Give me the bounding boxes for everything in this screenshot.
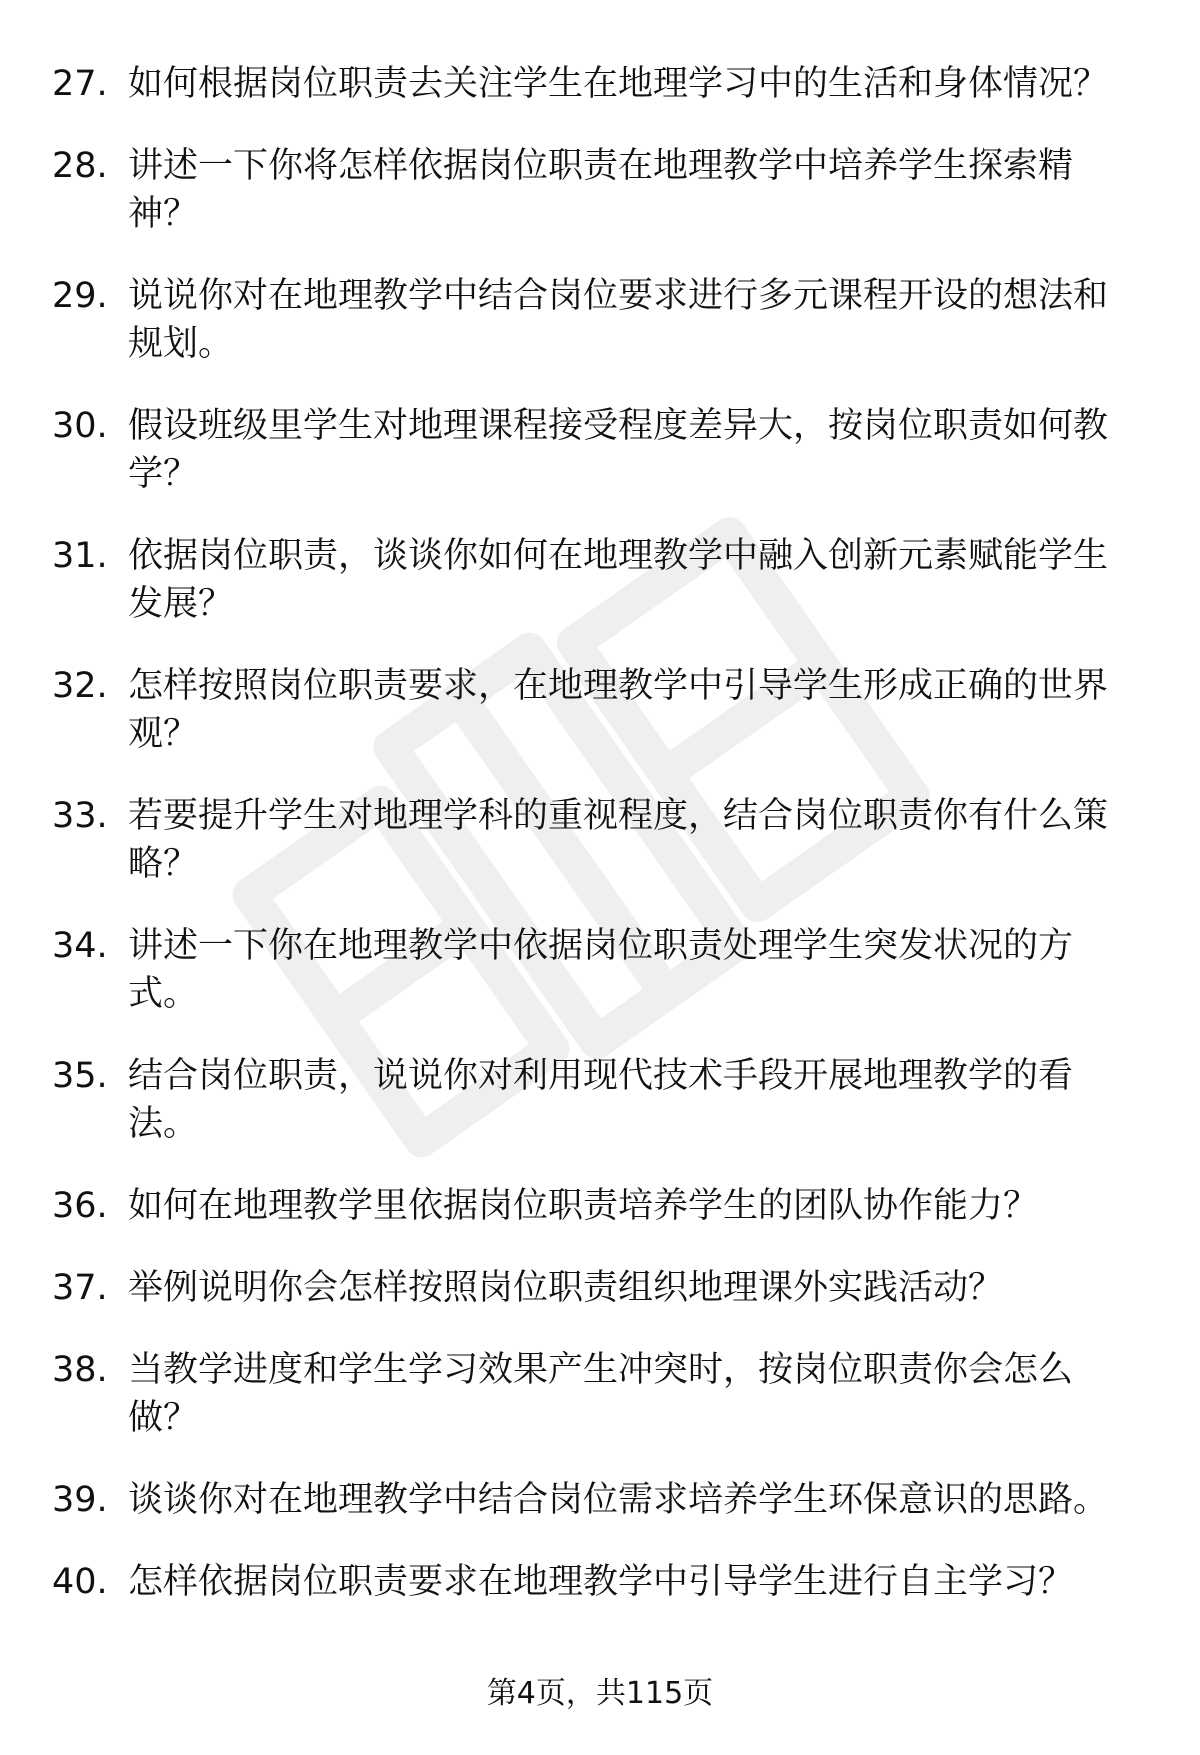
question-number: 30. [52,406,108,446]
question-number: 36. [52,1186,108,1226]
list-item [0,532,1200,628]
list-item [0,1052,1200,1148]
question-list [0,60,1200,1640]
question-number: 39. [52,1480,108,1520]
question-number: 28. [52,146,108,186]
question-text: 谈谈你对在地理教学中结合岗位需求培养学生环保意识的思路。 [128,1480,1109,1520]
question-text: 如何在地理教学里依据岗位职责培养学生的团队协作能力？ [128,1186,1039,1226]
page-number: 第4页，共115页 [486,1676,714,1711]
list-item [0,142,1200,238]
question-number: 32. [52,666,108,706]
list-item [0,1558,1200,1606]
list-item [0,922,1200,1018]
question-number: 33. [52,796,108,836]
question-text: 讲述一下你将怎样依据岗位职责在地理教学中培养学生探索精神？ [128,146,1074,234]
question-text: 结合岗位职责，说说你对利用现代技术手段开展地理教学的看法。 [128,1056,1074,1144]
question-text: 说说你对在地理教学中结合岗位要求进行多元课程开设的想法和规划。 [128,276,1109,364]
question-number: 29. [52,276,108,316]
list-item [0,1182,1200,1230]
list-item [0,60,1200,108]
list-item [0,1346,1200,1442]
question-number: 27. [52,64,108,104]
list-item [0,402,1200,498]
list-item [0,662,1200,758]
list-item [0,272,1200,368]
question-text: 怎样依据岗位职责要求在地理教学中引导学生进行自主学习？ [128,1562,1074,1602]
list-item [0,792,1200,888]
question-text: 当教学进度和学生学习效果产生冲突时，按岗位职责你会怎么做？ [128,1350,1074,1438]
question-text: 若要提升学生对地理学科的重视程度，结合岗位职责你有什么策略？ [128,796,1109,884]
question-text: 如何根据岗位职责去关注学生在地理学习中的生活和身体情况？ [128,64,1109,104]
list-item [0,1264,1200,1312]
question-text: 讲述一下你在地理教学中依据岗位职责处理学生突发状况的方式。 [128,926,1074,1014]
question-text: 怎样按照岗位职责要求，在地理教学中引导学生形成正确的世界观？ [128,666,1109,754]
question-text: 举例说明你会怎样按照岗位职责组织地理课外实践活动？ [128,1268,1004,1308]
question-number: 34. [52,926,108,966]
question-text: 依据岗位职责，谈谈你如何在地理教学中融入创新元素赋能学生发展？ [128,536,1109,624]
list-item [0,1476,1200,1524]
question-number: 40. [52,1562,108,1602]
question-number: 38. [52,1350,108,1390]
question-text: 假设班级里学生对地理课程接受程度差异大，按岗位职责如何教学？ [128,406,1109,494]
question-number: 31. [52,536,108,576]
question-number: 35. [52,1056,108,1096]
question-number: 37. [52,1268,108,1308]
